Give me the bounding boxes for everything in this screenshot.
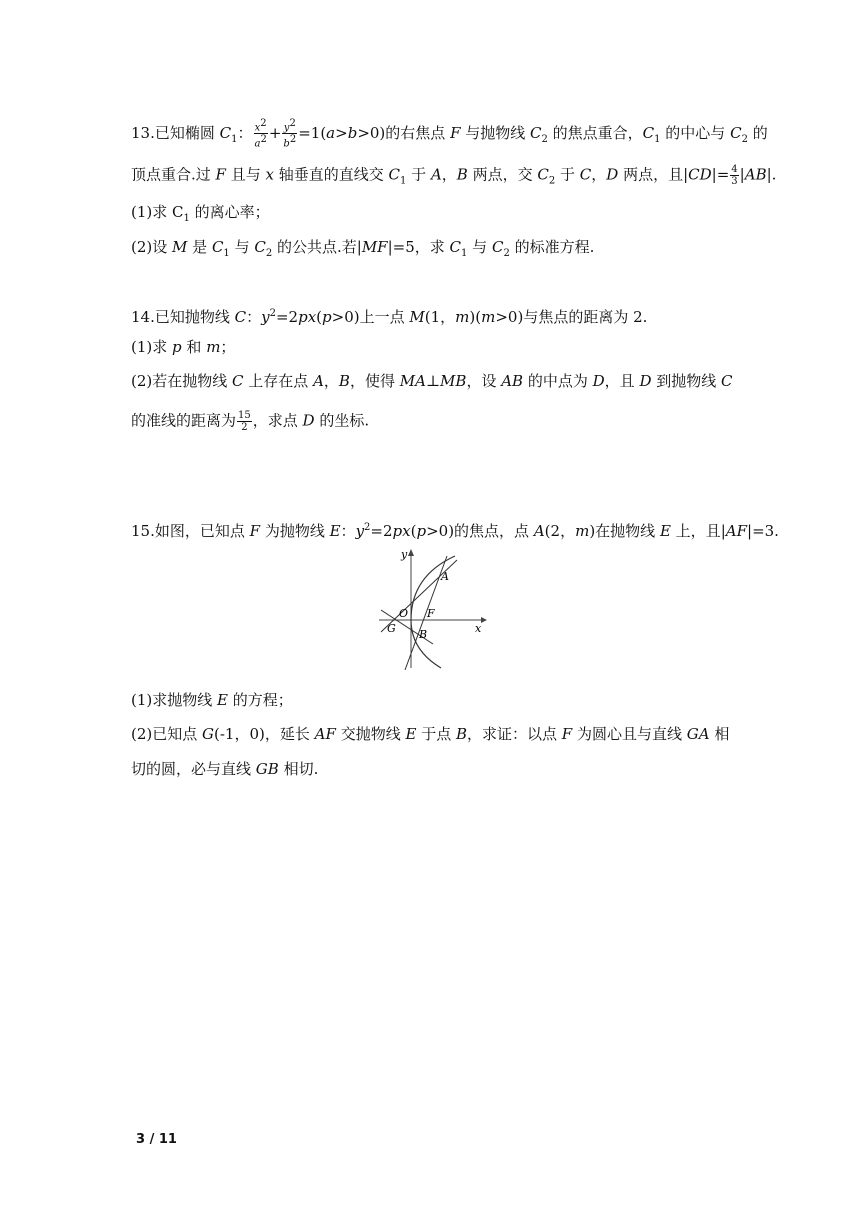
p14-q2-line2: 的准线的距离为 $\frac{15}{2}$ ，求点 D 的坐标.	[131, 410, 370, 433]
p13-line1: 13.已知椭圆 $C_1$： $\frac{x^2}{a^2}$ + $\frac{y^2}{b^2}$ =1(a>b>0)的右焦点 F 与抛物线 $C_2$ 的焦点重合，$C_1$ 的中心与 $C_2$ 的	[131, 118, 768, 150]
parabola-figure	[375, 546, 490, 670]
p15-q2-line2: 切的圆，必与直线 GB 相切.	[131, 760, 319, 778]
label-b: B	[419, 628, 428, 641]
p15-q1: (1)求抛物线 E 的方程；	[131, 691, 293, 709]
page-number: 3 / 11	[136, 1132, 177, 1147]
x-axis-arrow	[481, 617, 487, 623]
fraction-4-3: $\frac{4}{3}$	[731, 164, 738, 187]
ellipse-fraction-y: $\frac{y^2}{b^2}$	[283, 118, 297, 150]
label-a: A	[441, 570, 449, 583]
fraction-15-2: $\frac{15}{2}$	[238, 410, 251, 433]
label-o: O	[399, 607, 409, 620]
label-x: x	[475, 622, 482, 635]
p14-line1: 14.已知抛物线 C：$y^2=2px(p>0)$上一点 M(1，m)(m>0)与焦点的距离为 2.	[131, 308, 648, 326]
p15-line1: 15.如图，已知点 F 为抛物线 E：$y^2=2px(p>0)$的焦点，点 A(2，m)在抛物线 E 上，且|AF|=3.	[131, 522, 779, 540]
p13-line2: 顶点重合.过 F 且与 x 轴垂直的直线交 $C_1$ 于 A，B 两点，交 $C_2$ 于 C，D 两点，且|CD|= $\frac{4}{3}$ |AB|.	[131, 164, 777, 187]
label-g: G	[387, 622, 396, 635]
p15-q2-line1: (2)已知点 G(-1，0)，延长 AF 交抛物线 E 于点 B，求证：以点 F 为圆心且与直线 GA 相	[131, 725, 730, 743]
ellipse-fraction-x: $\frac{x^2}{a^2}$	[254, 118, 267, 150]
p13-q1: (1)求 $C_1$ 的离心率；	[131, 203, 270, 224]
label-y: y	[401, 548, 408, 561]
p14-q1: (1)求 p 和 m；	[131, 338, 236, 356]
p14-q2-line1: (2)若在抛物线 C 上存在点 A，B，使得 MA⊥MB，设 AB 的中点为 D，且 D 到抛物线 C	[131, 372, 733, 390]
y-axis-arrow	[408, 549, 414, 556]
p13-q2: (2)设 M 是 $C_1$ 与 $C_2$ 的公共点.若|MF|=5，求 $C_1$ 与 $C_2$ 的标准方程.	[131, 238, 595, 259]
label-f: F	[427, 607, 435, 620]
